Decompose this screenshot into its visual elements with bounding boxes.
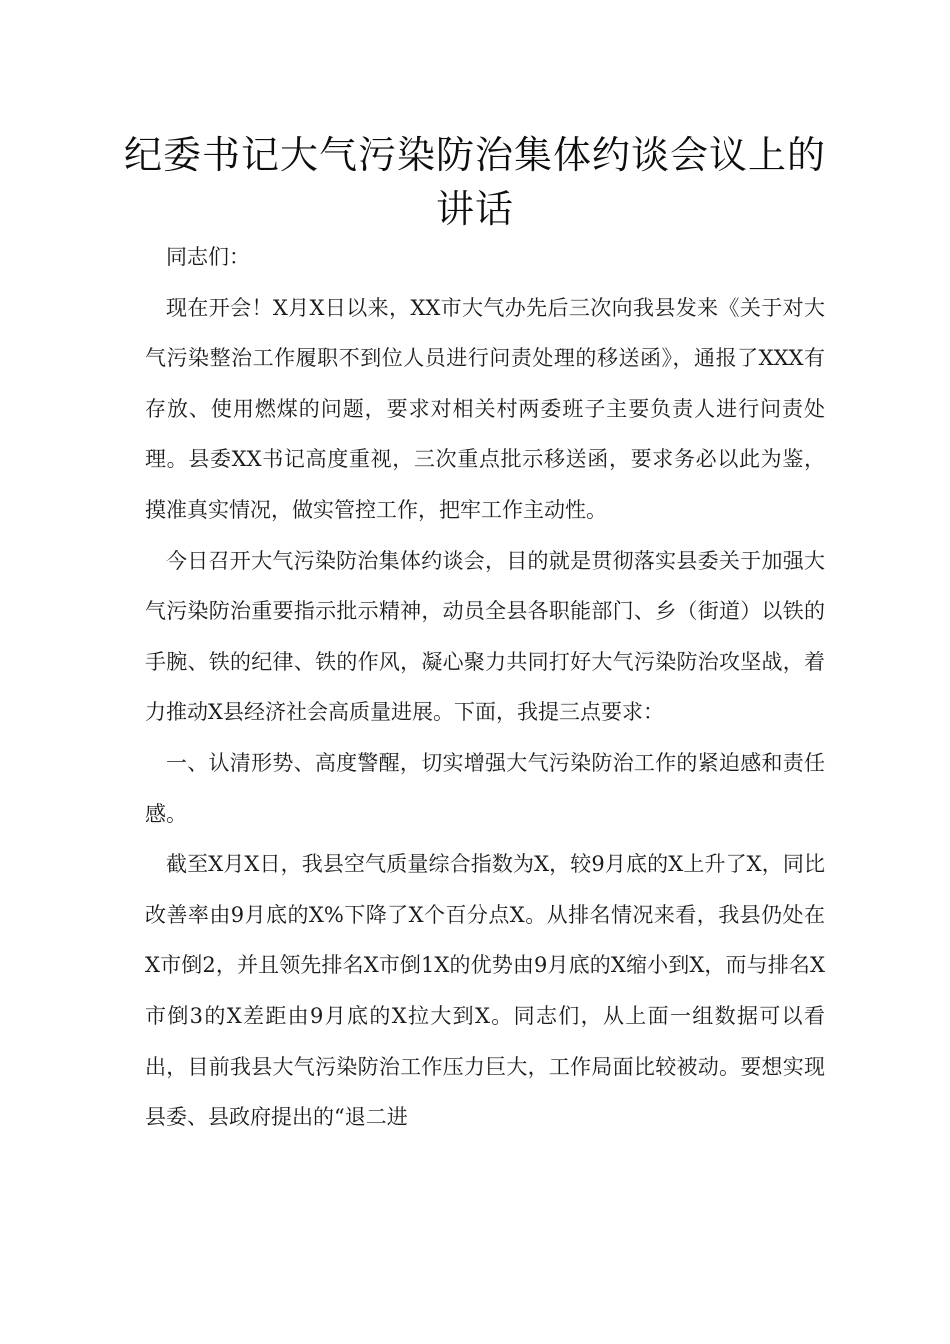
paragraph-salutation: 同志们： xyxy=(166,245,250,269)
paragraph-purpose: 今日召开大气污染防治集体约谈会，目的就是贯彻落实县委关于加强大气污染防治重要指示批示精神，动员全县各职能部门、乡（街道）以铁的手腕、铁的纪律、铁的作风，凝心聚力共同打好大气污染防治攻坚战，着力推动X县经济社会高质量进展。下面，我提三点要求： xyxy=(145,548,825,725)
paragraph-section-heading-1: 一、认清形势、高度警醒，切实增强大气污染防治工作的紧迫感和责任感。 xyxy=(145,750,825,826)
paragraph-situation: 截至X月X日，我县空气质量综合指数为X，较9月底的X上升了X，同比改善率由9月底的X%下降了X个百分点X。从排名情况来看，我县仍处在X市倒2，并且领先排名X市倒1X的优势由9月底的X缩小到X，而与排名X市倒3的X差距由9月底的X拉大到X。同志们，从上面一组数据可以看出，目前我县大气污染防治工作压力巨大，工作局面比较被动。要想实现县委、县政府提出的“退二进 xyxy=(145,852,826,1130)
document-title: 纪委书记大气污染防治集体约谈会议上的讲话 xyxy=(123,133,826,231)
document-body xyxy=(145,232,825,1143)
paragraph-opening: 现在开会！X月X日以来，XX市大气办先后三次向我县发来《关于对大气污染整治工作履职不到位人员进行问责处理的移送函》，通报了XXX有存放、使用燃煤的问题，要求对相关村两委班子主要负责人进行问责处理。县委XX书记高度重视，三次重点批示移送函，要求务必以此为鉴，摸准真实情况，做实管控工作，把牢工作主动性。 xyxy=(145,295,825,522)
